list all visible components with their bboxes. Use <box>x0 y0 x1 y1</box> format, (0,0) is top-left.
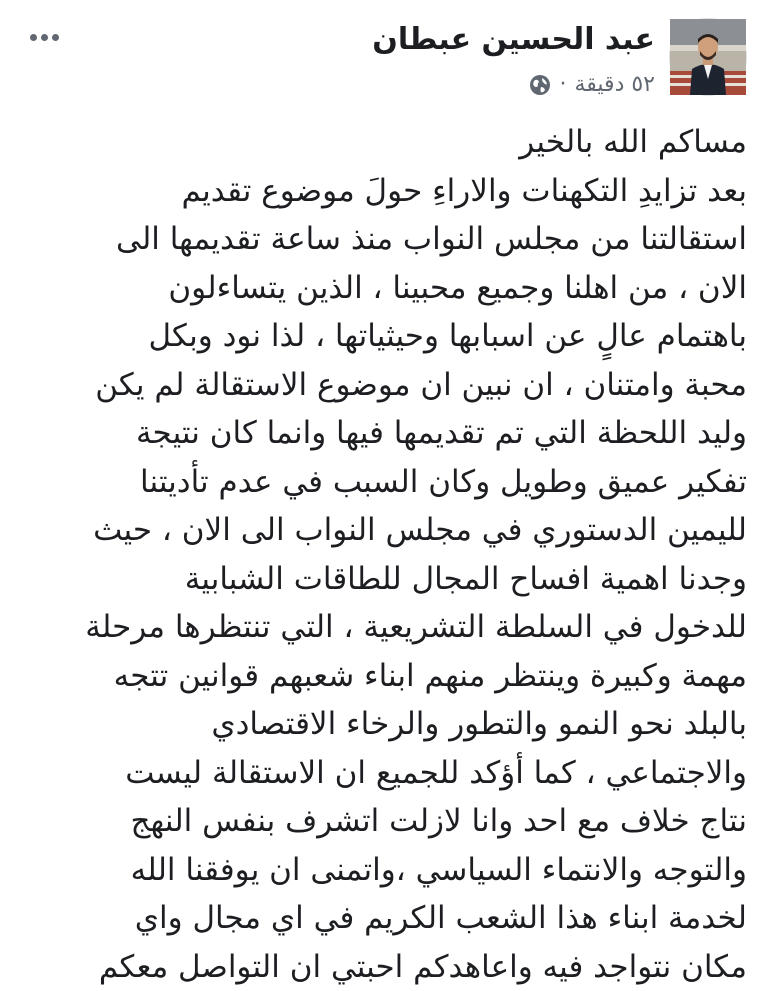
post-text-line: نتاج خلاف مع احد وانا لازلت اتشرف بنفس النهج <box>17 797 747 846</box>
more-options-dot <box>41 34 48 41</box>
post-text-line: مهمة وكبيرة وينتظر منهم ابناء شعبهم قوانين تتجه <box>17 652 747 701</box>
post-text-line: بعد تزايدِ التكهنات والاراءِ حولَ موضوع تقديم <box>17 167 747 216</box>
post-header <box>0 14 771 104</box>
post-text-line: والاجتماعي ، كما أؤكد للجميع ان الاستقالة ليست <box>17 749 747 798</box>
post-text-line: وليد اللحظة التي تم تقديمها فيها وانما كان نتيجة <box>17 409 747 458</box>
more-options-icon <box>30 34 37 41</box>
post-text-line: لليمين الدستوري في مجلس النواب الى الان ، حيث <box>17 506 747 555</box>
post-body <box>17 118 747 991</box>
post-text-line: تفكير عميق وطويل وكان السبب في عدم تأديتنا <box>17 458 747 507</box>
more-options-button[interactable] <box>24 22 64 52</box>
avatar[interactable] <box>669 18 747 96</box>
post-text-line: مساكم الله بالخير <box>17 118 747 167</box>
post-text-line: لخدمة ابناء هذا الشعب الكريم في اي مجال واي <box>17 894 747 943</box>
post-text-line: بالبلد نحو النمو والتطور والرخاء الاقتصادي <box>17 700 747 749</box>
post-text-line: مكان نتواجد فيه واعاهدكم احبتي ان التواصل معكم <box>17 943 747 991</box>
avatar-photo <box>670 19 746 95</box>
post-text-line: والتوجه والانتماء السياسي ،واتمنى ان يوفقنا الله <box>17 846 747 895</box>
post-text-line: وجدنا اهمية افساح المجال للطاقات الشبابية <box>17 555 747 604</box>
post-time[interactable]: ٥٢ دقيقة <box>574 72 655 97</box>
meta-separator: · <box>559 72 566 97</box>
post-text-line: الان ، من اهلنا وجميع محبينا ، الذين يتساءلون <box>17 264 747 313</box>
post-text-line: محبة وامتنان ، ان نبين ان موضوع الاستقالة لم يكن <box>17 361 747 410</box>
author-name[interactable]: عبد الحسين عبطان <box>372 22 655 57</box>
post-text-line: للدخول في السلطة التشريعية ، التي تنتظرها مرحلة <box>17 603 747 652</box>
post-text-line: استقالتنا من مجلس النواب منذ ساعة تقديمها الى <box>17 215 747 264</box>
post-meta <box>529 72 655 97</box>
globe-icon[interactable] <box>529 74 551 96</box>
more-options-dot <box>52 34 59 41</box>
post-text-line: باهتمام عالٍ عن اسبابها وحيثياتها ، لذا نود وبكل <box>17 312 747 361</box>
